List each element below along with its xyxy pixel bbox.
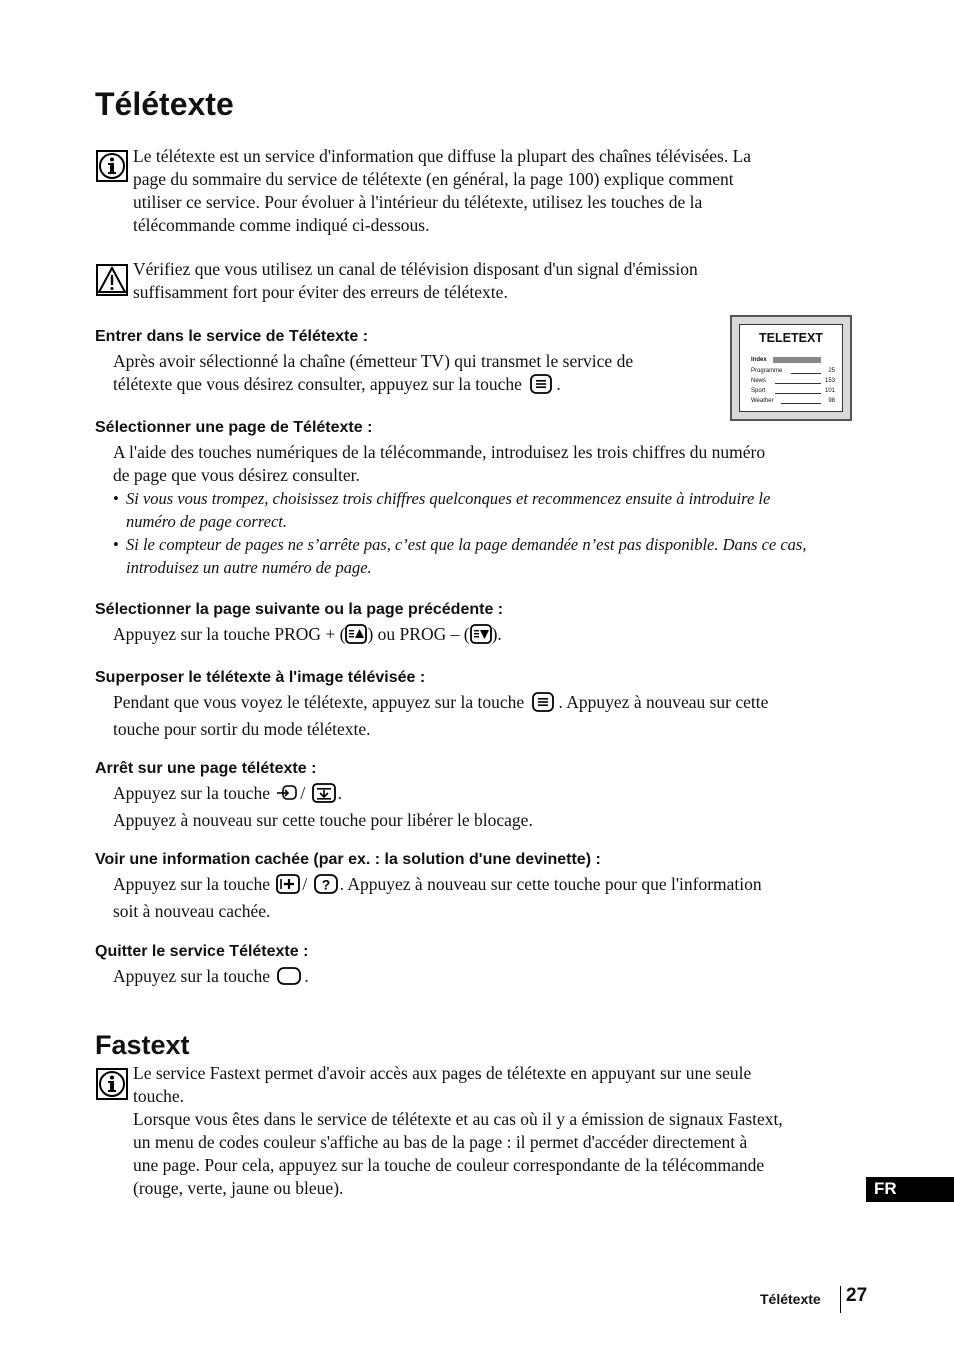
text-line: introduisez un autre numéro de page.	[126, 558, 372, 577]
section-heading-hold: Arrêt sur une page télétexte :	[95, 760, 317, 777]
text-fragment: Appuyez sur la touche	[113, 874, 270, 894]
text-fragment: Appuyez sur la touche	[113, 966, 270, 986]
text-fragment: ) ou PROG – (	[367, 624, 470, 644]
text-fragment: . Appuyez à nouveau sur cette touche pour que l'information	[339, 874, 762, 894]
text-line: télécommande comme indiqué ci-dessous.	[133, 215, 430, 235]
warning-paragraph	[133, 258, 698, 304]
teletext-row-label: Weather	[751, 398, 774, 404]
hold-page-key-icon	[312, 783, 336, 809]
text-line: A l'aide des touches numériques de la télécommande, introduisez les trois chiffres du numéro	[113, 442, 766, 462]
teletext-row-value: 98	[828, 398, 835, 404]
teletext-screen-title: TELETEXT	[759, 331, 823, 345]
bullet-item	[113, 487, 873, 533]
text-line: page du sommaire du service de télétexte (en général, la page 100) explique comment	[133, 169, 734, 189]
prog-up-key-icon	[345, 624, 367, 650]
text-line: Le service Fastext permet d'avoir accès aux pages de télétexte en appuyant sur une seule	[133, 1063, 752, 1083]
reveal-question-key-icon	[314, 874, 338, 900]
fastext-paragraph	[133, 1062, 783, 1200]
text-line: Appuyez à nouveau sur cette touche pour libérer le blocage.	[113, 810, 533, 830]
text-line: une page. Pour cela, appuyez sur la touche de couleur correspondante de la télécommande	[133, 1155, 765, 1175]
section-heading-select: Sélectionner une page de Télétexte :	[95, 419, 373, 436]
section-body-next-prev	[113, 623, 502, 650]
section-heading-enter: Entrer dans le service de Télétexte :	[95, 328, 369, 345]
text-line: Après avoir sélectionné la chaîne (émetteur TV) qui transmet le service de	[113, 351, 634, 371]
text-fragment: Appuyez sur la touche	[113, 783, 270, 803]
text-line: soit à nouveau cachée.	[113, 901, 271, 921]
text-fragment: /	[300, 783, 306, 803]
text-line: Vérifiez que vous utilisez un canal de télévision disposant d'un signal d'émission	[133, 259, 698, 279]
text-fragment: Pendant que vous voyez le télétexte, appuyez sur la touche	[113, 692, 525, 712]
teletext-row-label: Programme	[751, 368, 783, 374]
text-fragment: .	[337, 783, 342, 803]
text-line: Le télétexte est un service d'information que diffuse la plupart des chaînes télévisées. La	[133, 146, 752, 166]
svg-text:?: ?	[321, 876, 330, 893]
info-icon	[96, 1068, 128, 1100]
text-line: Lorsque vous êtes dans le service de télétexte et au cas où il y a émission de signaux Fastext,	[133, 1109, 783, 1129]
info-icon	[96, 150, 128, 182]
teletext-index-bar	[773, 357, 821, 363]
text-fragment: . Appuyez à nouveau sur cette	[558, 692, 769, 712]
teletext-row-label: News	[751, 378, 767, 384]
text-fragment: /	[302, 874, 308, 894]
teletext-key-icon	[528, 374, 554, 400]
text-line: utiliser ce service. Pour évoluer à l'intérieur du télétexte, utilisez les touches de la	[133, 192, 703, 212]
text-line: (rouge, verte, jaune ou bleue).	[133, 1178, 344, 1198]
teletext-key-icon	[530, 692, 556, 718]
bullet-marker: •	[113, 489, 119, 508]
teletext-index-label: Index	[751, 357, 767, 363]
section-body-quit	[113, 965, 309, 992]
text-line	[113, 691, 768, 718]
section-heading-overlay: Superposer le télétexte à l'image télévisée :	[95, 669, 426, 686]
text-fragment: ).	[491, 624, 502, 644]
text-line: de page que vous désirez consulter.	[113, 465, 360, 485]
footer-divider	[840, 1286, 841, 1313]
teletext-row-value: 25	[828, 368, 835, 374]
text-line	[113, 782, 533, 809]
bullet-marker: •	[113, 535, 119, 554]
text-line: touche.	[133, 1086, 185, 1106]
text-fragment: Appuyez sur la touche PROG + (	[113, 624, 346, 644]
reveal-plus-key-icon	[276, 874, 300, 900]
teletext-screen-illustration	[730, 315, 852, 421]
language-tab	[866, 1177, 954, 1202]
text-line	[113, 373, 633, 400]
text-line: Si le compteur de pages ne s’arrête pas, c’est que la page demandée n’est pas disponible. Dans ce cas,	[126, 535, 807, 554]
teletext-row-value: 153	[824, 378, 835, 384]
text-fragment: .	[304, 966, 309, 986]
footer-section-name: Télétexte	[760, 1291, 821, 1307]
section-body-select	[113, 441, 873, 579]
tv-key-icon	[276, 966, 302, 992]
section-body-hold	[113, 782, 533, 832]
text-fragment: télétexte que vous désirez consulter, appuyez sur la touche	[113, 374, 522, 394]
section-body-enter	[113, 350, 633, 400]
teletext-row-value: 101	[824, 388, 835, 394]
footer-page-number: 27	[846, 1285, 868, 1306]
text-line: un menu de codes couleur s'affiche au bas de la page : il permet d'accéder directement à	[133, 1132, 748, 1152]
text-line	[113, 873, 873, 900]
section-heading-next-prev: Sélectionner la page suivante ou la page précédente :	[95, 601, 504, 618]
fastext-title: Fastext	[95, 1030, 190, 1060]
page-title: Télétexte	[95, 86, 234, 122]
section-body-reveal	[113, 873, 873, 923]
text-line: Si vous vous trompez, choisissez trois chiffres quelconques et recommencez ensuite à introduire le	[126, 489, 771, 508]
text-line: touche pour sortir du mode télétexte.	[113, 719, 371, 739]
hold-input-key-icon	[276, 783, 298, 809]
section-heading-reveal: Voir une information cachée (par ex. : la solution d'une devinette) :	[95, 851, 601, 868]
teletext-row-label: Sport	[751, 388, 766, 394]
section-heading-quit: Quitter le service Télétexte :	[95, 943, 309, 960]
text-line: numéro de page correct.	[126, 512, 287, 531]
section-body-overlay	[113, 691, 768, 741]
text-line: suffisamment fort pour éviter des erreurs de télétexte.	[133, 282, 508, 302]
bullet-item	[113, 533, 873, 579]
warning-icon	[96, 264, 128, 296]
text-fragment: .	[556, 374, 561, 394]
language-tab-label: FR	[874, 1179, 897, 1198]
prog-down-key-icon	[470, 624, 492, 650]
info-paragraph	[133, 145, 751, 237]
